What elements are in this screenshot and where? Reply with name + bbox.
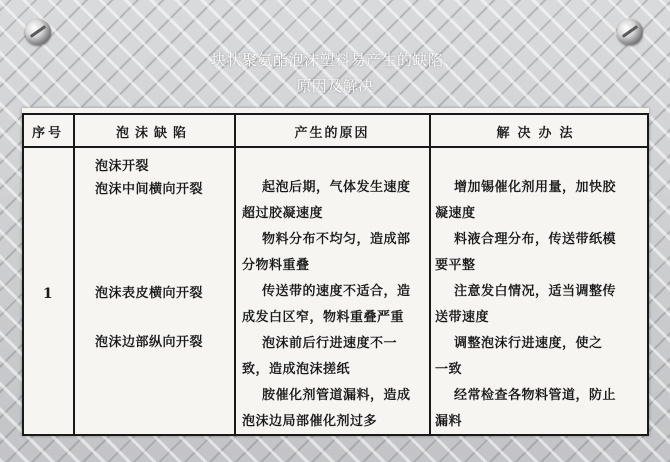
cause-line: 物料分布不均匀，造成部 [262, 232, 411, 247]
solution-line: 一致 [435, 362, 463, 377]
solution-line: 调整泡沫行进速度，使之 [454, 336, 603, 351]
row-number: 1 [42, 286, 54, 302]
table-top-rule [22, 113, 649, 115]
cause-line: 成发白区窄，物料重叠严重 [242, 310, 405, 325]
defect-item: 泡沫表皮横向开裂 [95, 286, 204, 301]
header-solution: 解决办法 [496, 126, 581, 141]
cause-line: 分物料重叠 [242, 258, 310, 273]
header-defect: 泡沫缺陷 [115, 126, 192, 141]
cause-line: 起泡后期，气体发生速度 [262, 180, 411, 195]
solution-line: 凝速度 [435, 206, 476, 221]
column-divider [429, 113, 431, 435]
cause-line: 超过胶凝速度 [242, 206, 324, 221]
table-right-border [647, 113, 649, 435]
cause-line: 致，造成泡沫搓纸 [242, 362, 351, 377]
cause-line: 传送带的速度不适合，造 [262, 284, 411, 299]
solution-line: 料液合理分布，传送带纸模 [454, 232, 617, 247]
solution-line: 漏料 [435, 414, 463, 429]
solution-line: 送带速度 [435, 310, 490, 325]
screw-top-right-icon [617, 19, 643, 45]
solution-line: 经常检查各物料管道，防止 [454, 388, 617, 403]
solution-line: 注意发白情况，适当调整传 [454, 284, 617, 299]
column-divider [234, 113, 236, 435]
defect-table [22, 108, 649, 436]
page-subtitle: 原因及解决 [296, 77, 374, 95]
defect-item: 泡沫边部纵向开裂 [95, 335, 204, 350]
table-left-border [22, 113, 24, 435]
screw-top-left-icon [25, 19, 51, 45]
solution-line: 要平整 [435, 258, 476, 273]
table-bottom-rule [22, 434, 649, 436]
defect-item: 泡沫开裂 [95, 159, 150, 174]
cause-line: 泡沫前后行进速度不一 [262, 336, 398, 351]
cause-line: 泡沫边局部催化剂过多 [242, 414, 378, 429]
defect-item: 泡沫中间横向开裂 [95, 182, 204, 197]
page-title: 块状聚氨酯泡沫塑料易产生的缺陷、 [210, 51, 459, 69]
table-header-rule [22, 146, 649, 148]
solution-line: 增加锡催化剂用量，加快胶 [454, 180, 617, 195]
header-cause: 产生的原因 [294, 126, 370, 141]
cause-line: 胺催化剂管道漏料，造成 [262, 388, 411, 403]
column-divider [73, 113, 75, 435]
header-no: 序号 [31, 126, 64, 141]
